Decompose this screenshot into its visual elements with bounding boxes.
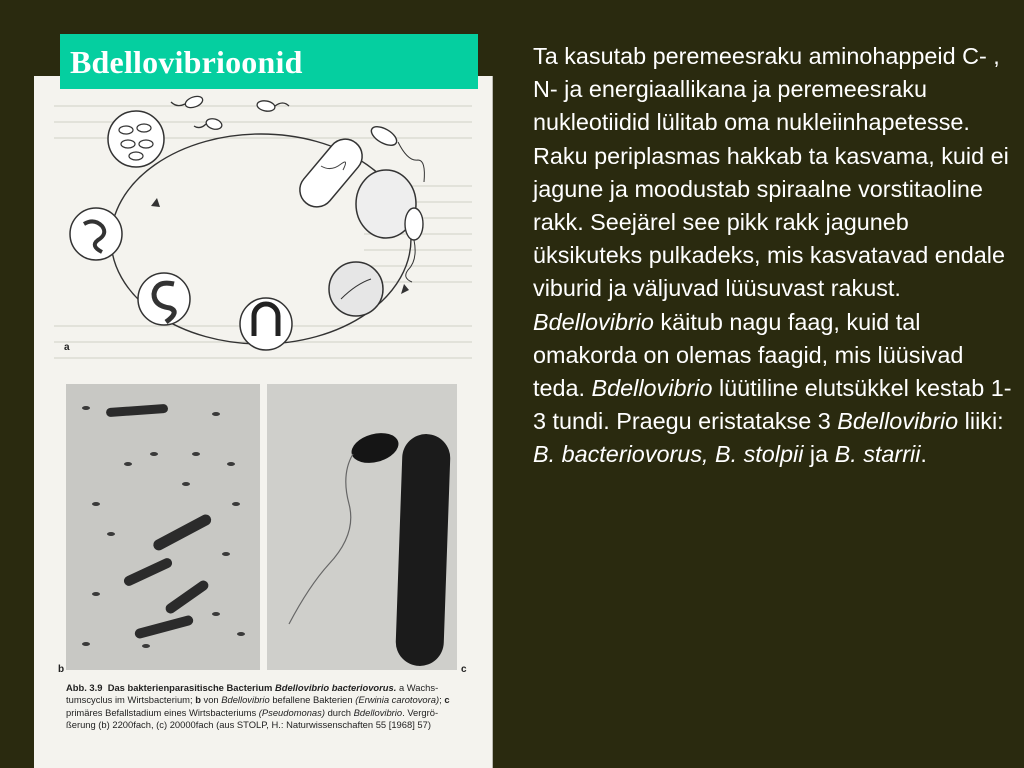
figure-number: Abb. 3.9 bbox=[66, 682, 103, 693]
caption-b-sep: ; bbox=[439, 694, 445, 706]
figure-caption bbox=[66, 682, 466, 732]
slide-title: Bdellovibrioonid bbox=[70, 44, 303, 80]
caption-b-text: von bbox=[200, 694, 222, 706]
free-bdellovibrio-group bbox=[171, 94, 289, 131]
caption-c-text: primäres Befallstadium eines Wirtsbacteriums bbox=[66, 706, 259, 718]
micrograph-c bbox=[267, 384, 457, 670]
caption-c-text3: . Vergrö-ßerung (b) 2200fach, (c) 20000fach (aus STOLP, H.: Naturwissenschaften 55 [1968] 57) bbox=[66, 706, 439, 731]
caption-a-text: a Wachs-tumscyclus im Wirtsbacterium; bbox=[66, 682, 439, 706]
caption-species: Bdellovibrio bacteriovorus. bbox=[274, 682, 397, 693]
body-text-run: Ta kasutab peremeesraku aminohappeid C- , N- ja energiaallikana ja peremeesraku nukleotiidid lülitab oma nukleiinhapetesse. Raku periplasmas hakkab ta kasvama, kuid ei jagune ja moodustab spiraalne vorstitaoline rakk. Seejärel see pikk rakk jaguneb üksikuteks pulkadeks, mis kasvatavad endale viburid ja väljuvad lüüsuvast rakust. bbox=[533, 43, 1009, 302]
caption-b-species: Bdellovibrio bbox=[221, 694, 270, 706]
caption-b-host: (Erwinia carotovora) bbox=[355, 694, 440, 706]
title-bar bbox=[60, 34, 478, 89]
spheroplast-growing bbox=[329, 262, 383, 316]
species-name: B. starrii bbox=[834, 441, 921, 468]
caption-title: Das bakterienparasitische Bacterium bbox=[107, 682, 275, 693]
spheroplast-fragmenting bbox=[70, 208, 122, 260]
body-paragraph bbox=[533, 40, 1015, 472]
caption-c-label: c bbox=[444, 694, 450, 706]
caption-c-host: (Pseudomonas) bbox=[258, 706, 325, 718]
cycle-arrow bbox=[401, 284, 409, 294]
panel-label-b: b bbox=[58, 664, 65, 675]
body-text-run: lüütiline elutsükkel kestab 1-3 tundi. Praegu eristatakse 3 bbox=[533, 375, 1012, 435]
caption-b-text2: befallene Bakterien bbox=[269, 694, 356, 706]
slide-body-text bbox=[533, 40, 1015, 472]
life-cycle-diagram bbox=[56, 84, 456, 354]
genus-name: Bdellovibrio bbox=[837, 408, 959, 435]
panel-label-c: c bbox=[461, 664, 467, 675]
spheroplast-s-filament bbox=[138, 273, 190, 325]
body-text-run: liiki: bbox=[958, 408, 1004, 435]
micrograph-b bbox=[66, 384, 260, 670]
caption-c-species: Bdellovibrio bbox=[353, 706, 403, 718]
cycle-arrow bbox=[151, 198, 160, 207]
genus-name: Bdellovibrio bbox=[591, 375, 713, 402]
caption-b-label: b bbox=[195, 694, 201, 706]
caption-c-text2: durch bbox=[324, 706, 354, 718]
body-text-run: . bbox=[920, 441, 927, 468]
body-text-run: ja bbox=[803, 441, 835, 468]
spheroplast-progeny bbox=[108, 111, 164, 167]
host-cell bbox=[395, 433, 451, 667]
spheroplast-filament bbox=[240, 298, 292, 350]
panel-label-a: a bbox=[64, 342, 70, 353]
body-text-run: käitub nagu faag, kuid tal omakorda on olemas faagid, mis lüüsivad teda. bbox=[533, 308, 964, 402]
species-names: B. bacteriovorus, B. stolpii bbox=[533, 441, 804, 468]
genus-name: Bdellovibrio bbox=[533, 308, 654, 335]
